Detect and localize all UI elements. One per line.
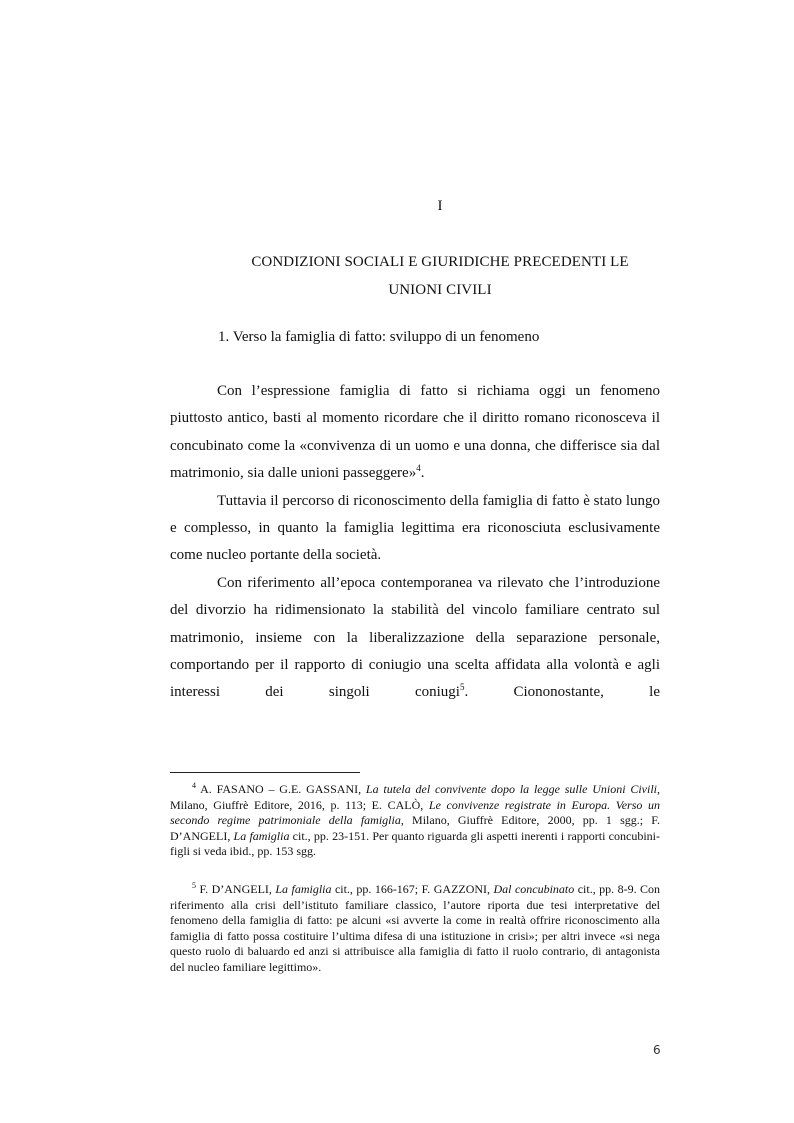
- chapter-title-line-2: UNIONI CIVILI: [388, 282, 492, 298]
- footnote-5-text: F. D’ANGELI,: [199, 881, 276, 896]
- paragraph-3: [170, 570, 660, 707]
- footnote-4-number: 4: [192, 781, 196, 790]
- footnote-5-text: cit., pp. 166-167; F. GAZZONI,: [331, 881, 494, 896]
- footnote-4-title: Le convivenze registrate in Europa. Verso un secondo regime patrimoniale della famiglia: [170, 797, 660, 828]
- body-text: [170, 378, 660, 707]
- paragraph-2-text: Tuttavia il percorso di riconoscimento della famiglia di fatto è stato lungo e complesso, in quanto la famiglia legittima era riconosciuta esclusivamente come nucleo portante della società.: [170, 492, 660, 564]
- footnote-4-title: La famiglia: [233, 828, 290, 843]
- footnote-4-text: , Milano, Giuffrè Editore, 2016, p. 113; E. CALÒ,: [170, 782, 660, 812]
- footnote-5-text: cit., pp. 8-9. Con riferimento alla crisi dell’istituto familiare classico, l’autore riporta due tesi interpretative del fenomeno della famiglia di fatto: pe alcuni «si avverte la come in realtà offrire riconoscimento alla famiglia di fatto possa costituire l’ultima difesa di una istituzione in crisi»; per altri invece «si nega questo ruolo di baluardo ed anzi si attribuisce alla famiglia di fatto il ruolo contrario, di antagonista del nucleo familiare legittimo».: [170, 881, 661, 974]
- paragraph-1: [170, 378, 660, 488]
- footnote-5-number: 5: [192, 880, 196, 890]
- footnote-5-title: La famiglia: [275, 881, 332, 896]
- footnote-ref-4[interactable]: 4: [416, 463, 421, 474]
- section-heading: 1. Verso la famiglia di fatto: sviluppo di un fenomeno: [218, 329, 540, 345]
- chapter-title-line-1: CONDIZIONI SOCIALI E GIURIDICHE PRECEDENTI LE: [251, 254, 629, 270]
- paragraph-3-text: Con riferimento all’epoca contemporanea va rilevato che l’introduzione del divorzio ha ridimensionato la stabilità del vincolo familiare centrato sul matrimonio, insieme con la liberalizzazione della separazione personale, comportando per il rapporto di coniugio una scelta affidata alla volontà e agli interessi dei singoli coniugi: [170, 574, 660, 701]
- footnotes: [170, 782, 660, 998]
- footnote-4: [170, 782, 660, 860]
- chapter-title: [170, 248, 710, 304]
- footnote-5-title: Dal concubinato: [493, 881, 575, 896]
- page-number: 6: [653, 1043, 661, 1057]
- footnote-4-title: La tutela del convivente dopo la legge sulle Unioni Civili: [365, 782, 657, 796]
- footnote-5: [170, 882, 660, 976]
- footnote-separator: [170, 772, 360, 773]
- footnote-ref-5[interactable]: 5: [459, 682, 465, 693]
- footnote-4-text: cit., pp. 23-151. Per quanto riguarda gli aspetti inerenti i rapporti concubini-figli si veda ibid., pp. 153 sgg.: [170, 828, 660, 859]
- paragraph-2: [170, 488, 660, 570]
- paragraph-1-text: Con l’espressione famiglia di fatto si richiama oggi un fenomeno piuttosto antico, basti al momento ricordare che il diritto romano riconosceva il concubinato come la «convivenza di un uomo e una donna, che differisce sia dal matrimonio, sia dalle unioni passeggere»: [170, 383, 660, 482]
- footnote-4-text: A. FASANO – G.E. GASSANI,: [200, 782, 366, 796]
- chapter-number: I: [437, 198, 443, 214]
- footnote-4-text: , Milano, Giuffrè Editore, 2000, pp. 1 sgg.; F. D’ANGELI,: [170, 813, 660, 843]
- paragraph-1-tail: .: [420, 465, 425, 482]
- paragraph-3-tail: . Ciononostante, le: [464, 684, 660, 701]
